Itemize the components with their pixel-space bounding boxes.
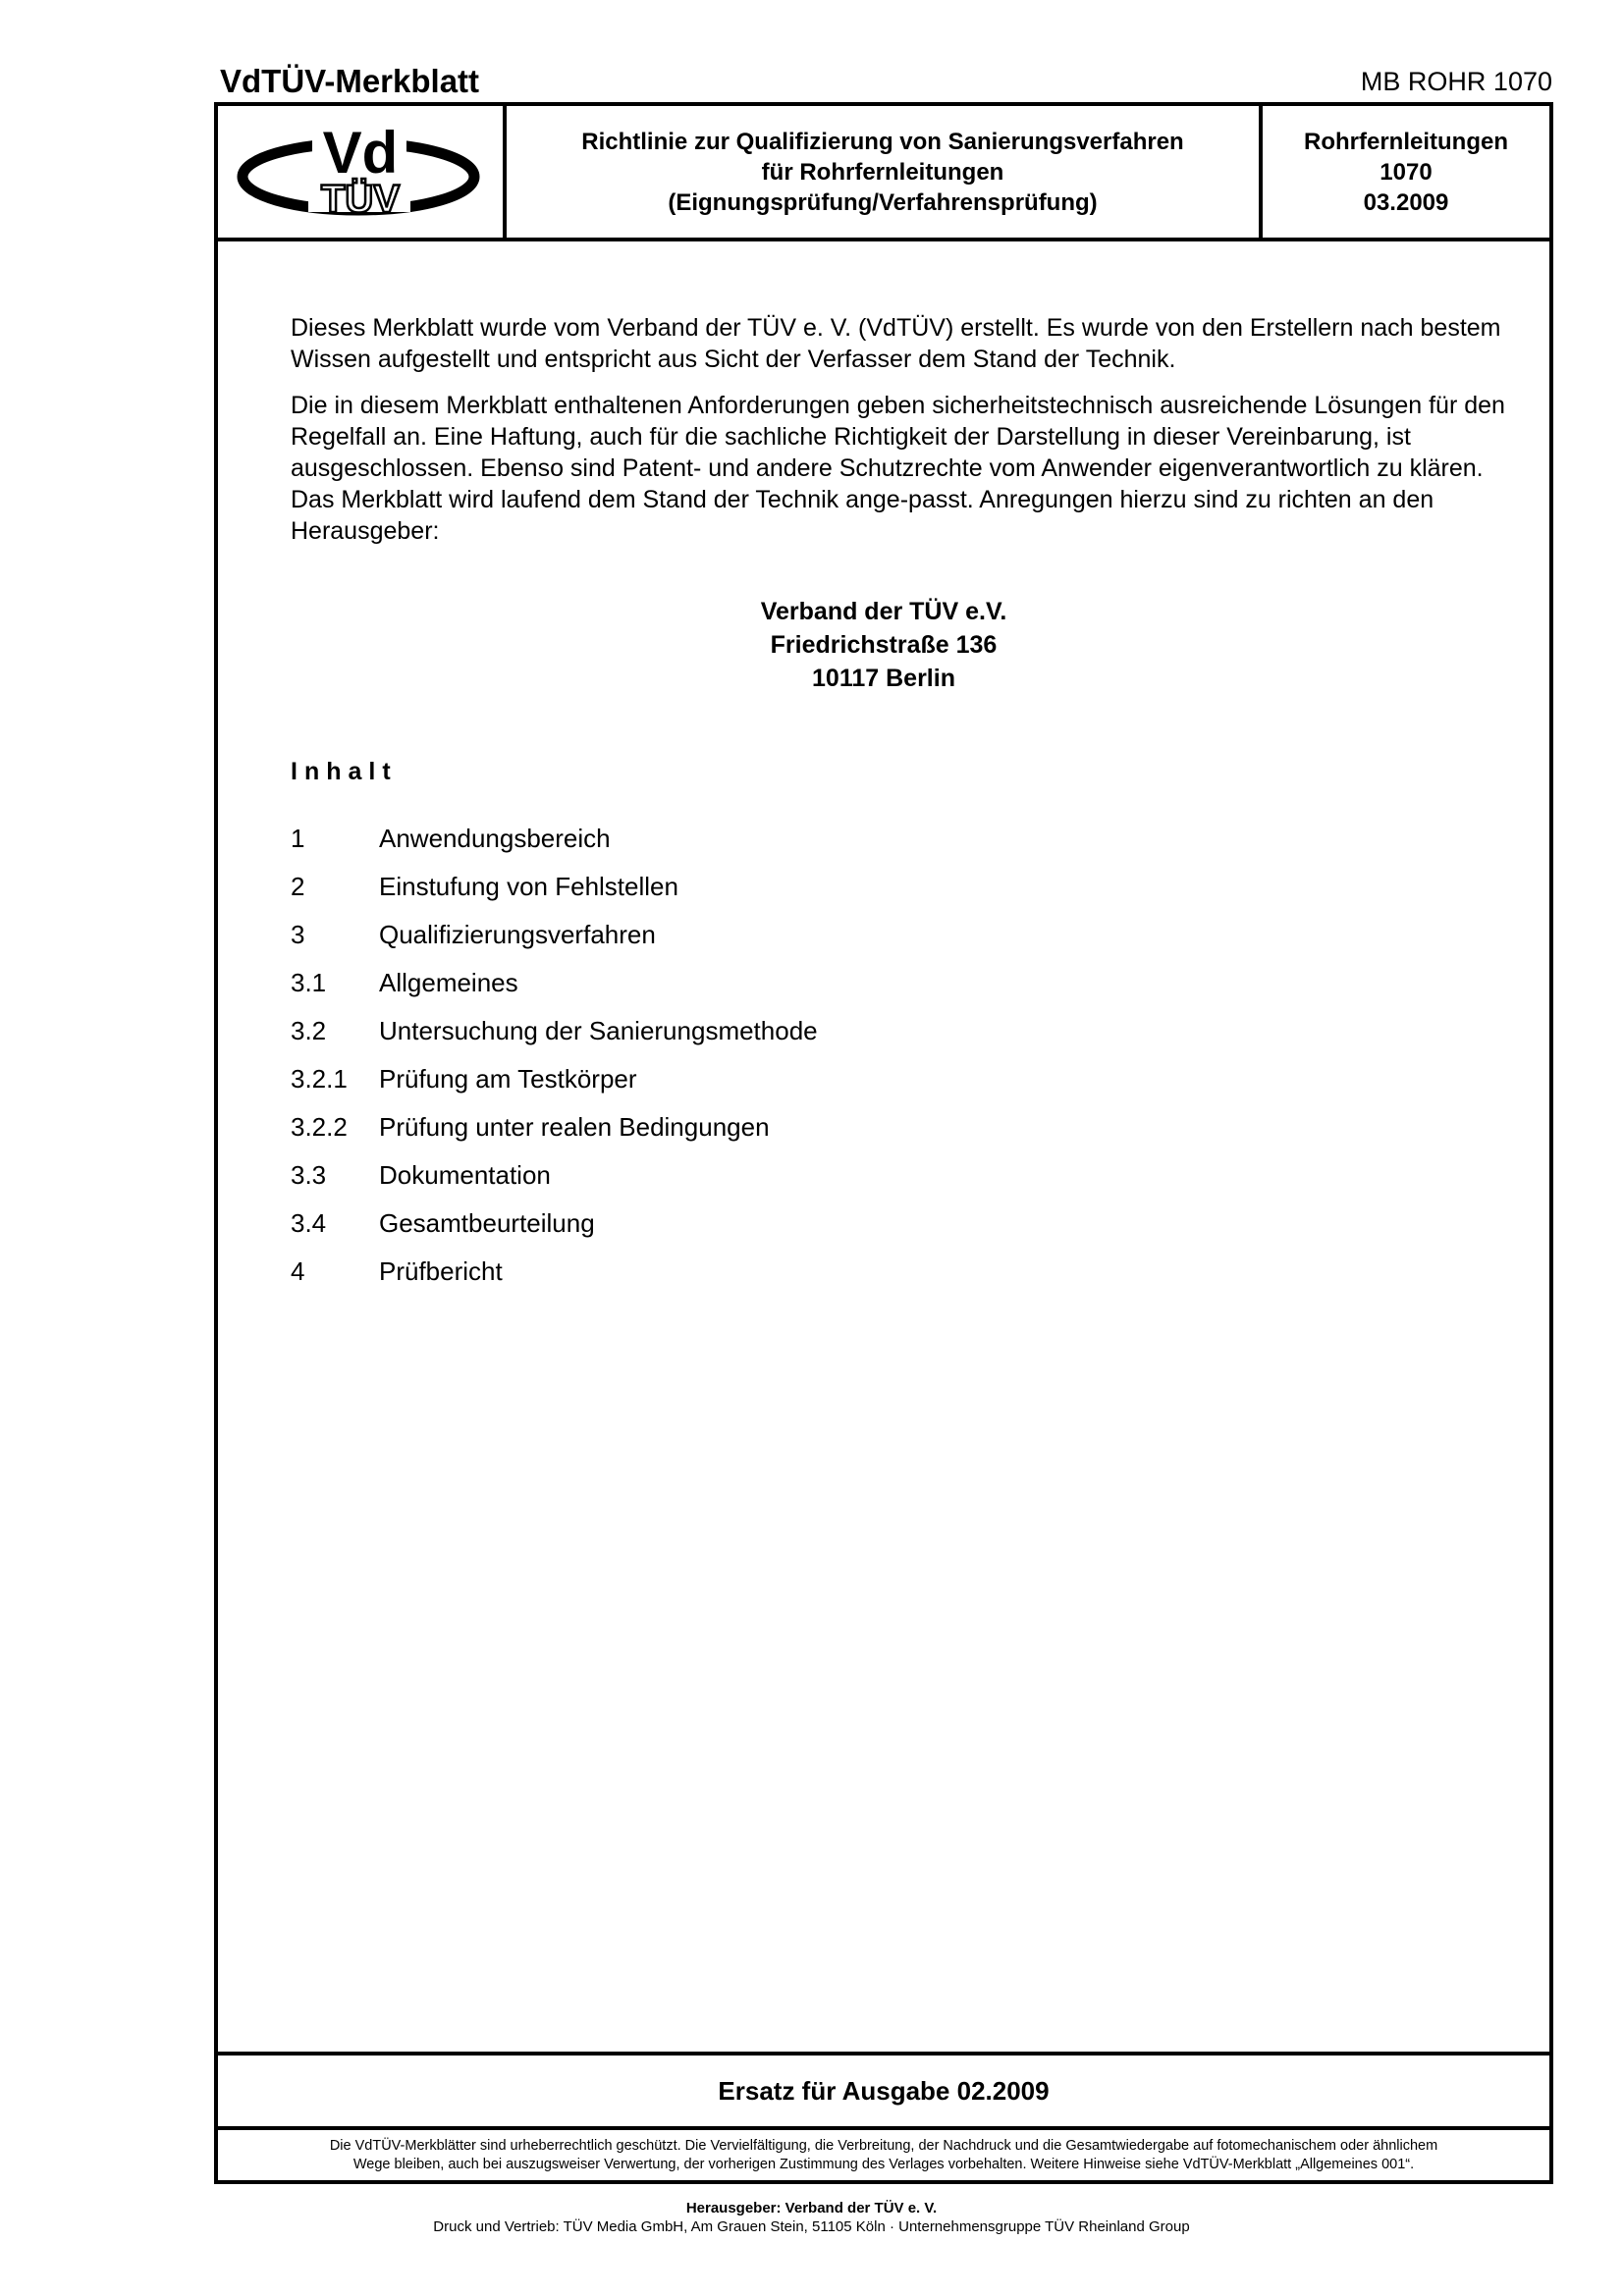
logo-tuev-text: TÜV: [321, 178, 400, 221]
header-box: [214, 102, 1553, 241]
logo-vd-text: Vd: [322, 120, 399, 186]
table-of-contents: [291, 823, 1174, 1304]
meta-date: 03.2009: [1363, 188, 1449, 216]
toc-item-title: Prüfung am Testkörper: [379, 1064, 637, 1094]
toc-item: [291, 1063, 1174, 1111]
toc-item-number: 1: [291, 824, 305, 853]
copyright-notice: [214, 2126, 1553, 2184]
intro-paragraph: Dieses Merkblatt wurde vom Verband der TÜV e. V. (VdTÜV) erstellt. Es wurde von den Erstellern nach bestem Wissen aufgestellt und entspricht aus Sicht der Verfasser dem Stand der Technik.: [291, 314, 1501, 373]
toc-item: [291, 1111, 1174, 1159]
meta-category: Rohrfernleitungen: [1304, 128, 1508, 155]
footer-publisher: Herausgeber: Verband der TÜV e. V.: [685, 2200, 938, 2216]
toc-item-title: Dokumentation: [379, 1160, 551, 1190]
title-cell: [507, 106, 1263, 238]
toc-heading: Inhalt: [291, 758, 398, 785]
meta-cell: [1263, 106, 1549, 238]
replacement-notice: Ersatz für Ausgabe 02.2009: [214, 2052, 1553, 2130]
toc-item-number: 3.3: [291, 1160, 327, 1190]
toc-item: [291, 1255, 1174, 1304]
toc-item-title: Prüfung unter realen Bedingungen: [379, 1112, 770, 1142]
disclaimer-paragraph: Die in diesem Merkblatt enthaltenen Anforderungen geben sicherheitstechnisch ausreichende Lösungen für den Regelfall an. Eine Haftung, auch für die sachliche Richtigkeit der Darstellung in dieser Vereinbarung, ist ausgeschlossen. Ebenso sind Patent- und andere Schutzrechte vom Anwender eigenverantwortlich zu klären. Das Merkblatt wird laufend dem Stand der Technik ange-passt. Anregungen hierzu sind zu richten an den Herausgeber:: [291, 392, 1505, 545]
title-line-3: (Eignungsprüfung/Verfahrensprüfung): [668, 188, 1098, 216]
logo-cell: [218, 106, 507, 238]
address-line-2: Friedrichstraße 136: [770, 631, 998, 659]
main-content-box: [214, 238, 1553, 2056]
toc-item-number: 3.1: [291, 968, 327, 997]
document-type-label: VdTÜV-Merkblatt: [220, 63, 480, 99]
toc-item-title: Qualifizierungsverfahren: [379, 920, 656, 949]
toc-item-title: Einstufung von Fehlstellen: [379, 872, 678, 901]
toc-item-number: 3.4: [291, 1208, 327, 1238]
document-code: MB ROHR 1070: [1360, 67, 1552, 96]
footer-distribution: Druck und Vertrieb: TÜV Media GmbH, Am Grauen Stein, 51105 Köln · Unternehmensgruppe TÜV Rheinland Group: [433, 2218, 1190, 2235]
toc-item-title: Prüfbericht: [379, 1256, 503, 1286]
copyright-line-1: Die VdTÜV-Merkblätter sind urheberrechtlich geschützt. Die Vervielfältigung, die Verbreitung, der Nachdruck und die Gesamtwiedergabe auf fotomechanischem oder ähnlichem: [329, 2137, 1438, 2154]
meta-number: 1070: [1380, 158, 1433, 186]
toc-item-title: Gesamtbeurteilung: [379, 1208, 595, 1238]
toc-item-number: 2: [291, 872, 305, 901]
toc-item: [291, 871, 1174, 919]
page-footer: [0, 2199, 1623, 2236]
toc-item: [291, 1159, 1174, 1207]
toc-item-number: 3: [291, 920, 305, 949]
toc-item: [291, 967, 1174, 1015]
title-line-1: Richtlinie zur Qualifizierung von Sanierungsverfahren: [581, 128, 1184, 155]
toc-item: [291, 1207, 1174, 1255]
toc-item-title: Allgemeines: [379, 968, 518, 997]
toc-item: [291, 919, 1174, 967]
publisher-address: [218, 595, 1549, 695]
toc-item-number: 4: [291, 1256, 305, 1286]
toc-item-number: 3.2.2: [291, 1112, 348, 1142]
vdtuev-logo: [218, 106, 499, 238]
toc-item-title: Anwendungsbereich: [379, 824, 611, 853]
address-line-3: 10117 Berlin: [812, 665, 955, 692]
toc-item-number: 3.2.1: [291, 1064, 348, 1094]
toc-item: [291, 1015, 1174, 1063]
toc-item-title: Untersuchung der Sanierungsmethode: [379, 1016, 818, 1045]
copyright-line-2: Wege bleiben, auch bei auszugsweiser Verwertung, der vorherigen Zustimmung des Verlages vorbehalten. Weitere Hinweise siehe VdTÜV-Merkblatt „Allgemeines 001“.: [352, 2156, 1415, 2172]
toc-item-number: 3.2: [291, 1016, 327, 1045]
toc-item: [291, 823, 1174, 871]
address-line-1: Verband der TÜV e.V.: [760, 598, 1007, 625]
title-line-2: für Rohrfernleitungen: [761, 158, 1004, 186]
